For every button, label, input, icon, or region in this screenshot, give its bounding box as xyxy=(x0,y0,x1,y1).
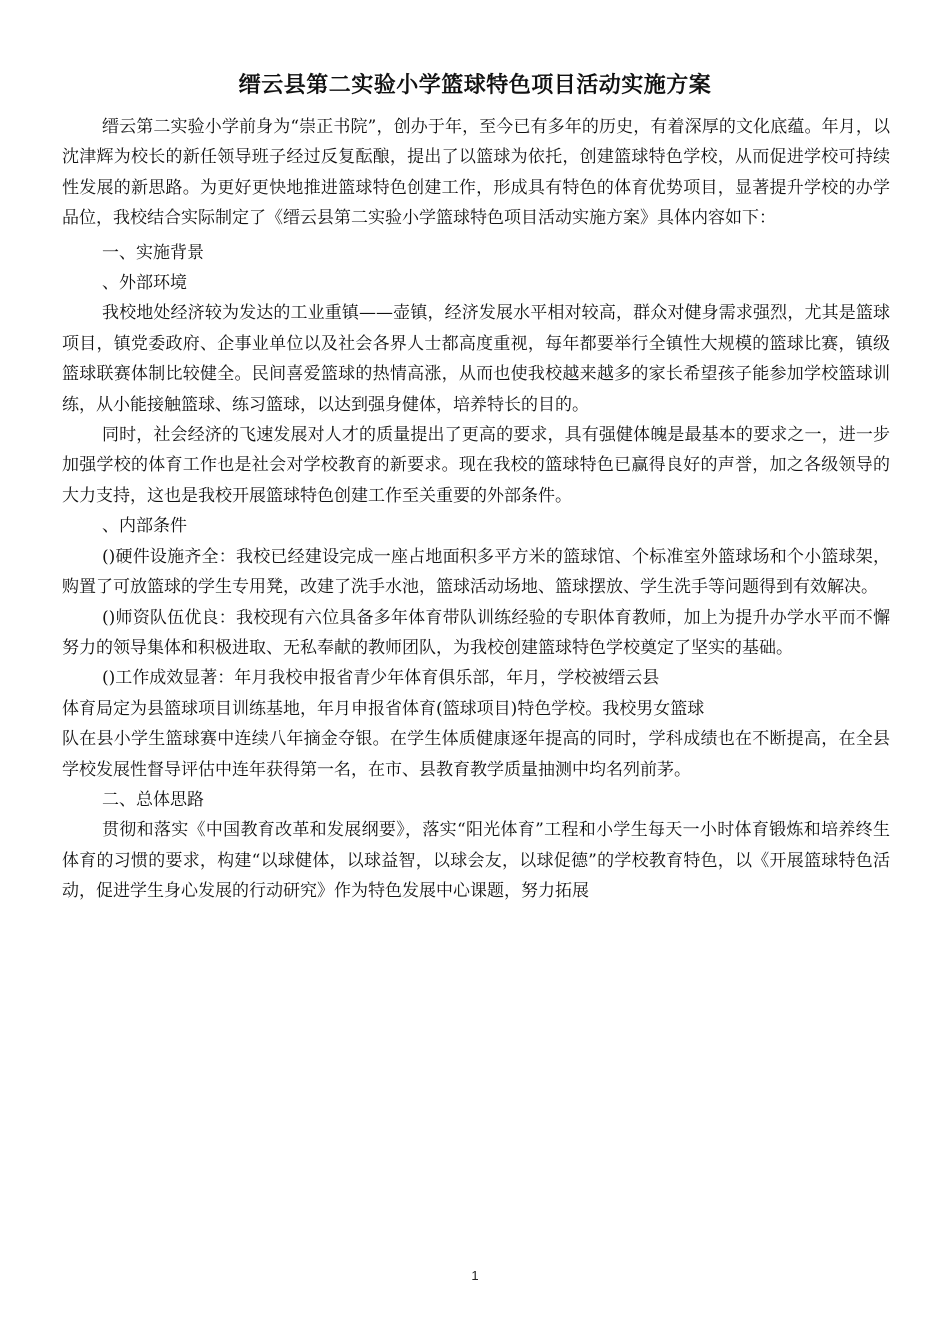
section-heading-background: 一、实施背景 xyxy=(102,242,204,263)
subheading-external-environment: 、外部环境 xyxy=(102,273,187,294)
external-paragraph-2: 同时，社会经济的飞速发展对人才的质量提出了更高的要求，具有强健体魄是最基本的要求之一，进一步加强学校的体育工作也是社会对学校教育的新要求。现在我校的篮球特色已赢得良好的声誉，加之各级领导的大力支持，这也是我校开展篮球特色创建工作至关重要的外部条件。 xyxy=(62,425,890,506)
overall-approach-paragraph: 贯彻和落实《中国教育改革和发展纲要》，落实“阳光体育”工程和小学生每天一小时体育锻炼和培养终生体育的习惯的要求，构建“以球健体，以球益智，以球会友，以球促德”的学校教育特色，以《开展篮球特色活动，促进学生身心发展的行动研究》作为特色发展中心课题，努力拓展 xyxy=(62,820,890,902)
document-title: 缙云县第二实验小学篮球特色项目活动实施方案 xyxy=(238,73,712,98)
page-number: 1 xyxy=(471,1268,479,1283)
subheading-internal-conditions: 、内部条件 xyxy=(102,516,187,537)
internal-paragraph-results-line1: ()工作成效显著：年月我校申报省青少年体育俱乐部，年月，学校被缙云县 xyxy=(102,668,660,689)
internal-paragraph-results-line2: 体育局定为县篮球项目训练基地，年月申报省体育(篮球项目)特色学校。我校男女篮球 xyxy=(62,698,705,719)
internal-paragraph-results-rest: 队在县小学生篮球赛中连续八年摘金夺银。在学生体质健康逐年提高的同时，学科成绩也在不断提高，在全县学校发展性督导评估中连年获得第一名，在市、县教育教学质量抽测中均名列前茅。 xyxy=(62,729,890,780)
intro-paragraph: 缙云第二实验小学前身为“崇正书院”，创办于年，至今已有多年的历史，有着深厚的文化底蕴。年月，以沈津辉为校长的新任领导班子经过反复酝酿，提出了以篮球为依托，创建篮球特色学校，从而促进学校可持续性发展的新思路。为更好更快地推进篮球特色创建工作，形成具有特色的体育优势项目，显著提升学校的办学品位，我校结合实际制定了《缙云县第二实验小学篮球特色项目活动实施方案》具体内容如下： xyxy=(62,117,890,229)
external-paragraph-1: 我校地处经济较为发达的工业重镇——壶镇，经济发展水平相对较高，群众对健身需求强烈，尤其是篮球项目，镇党委政府、企事业单位以及社会各界人士都高度重视，每年都要举行全镇性大规模的篮球比赛，镇级篮球联赛体制比较健全。民间喜爱篮球的热情高涨，从而也使我校越来越多的家长希望孩子能参加学校篮球训练，从小能接触篮球、练习篮球，以达到强身健体，培养特长的目的。 xyxy=(62,303,890,415)
document-body xyxy=(62,112,890,907)
section-heading-overall-approach: 二、总体思路 xyxy=(102,789,204,810)
internal-paragraph-teachers: ()师资队伍优良：我校现有六位具备多年体育带队训练经验的专职体育教师，加上为提升办学水平而不懈努力的领导集体和积极进取、无私奉献的教师团队，为我校创建篮球特色学校奠定了坚实的基础。 xyxy=(62,607,890,658)
internal-paragraph-facilities: ()硬件设施齐全：我校已经建设完成一座占地面积多平方米的篮球馆、个标准室外篮球场和个小篮球架，购置了可放篮球的学生专用凳，改建了洗手水池，篮球活动场地、篮球摆放、学生洗手等问题得到有效解决。 xyxy=(62,546,890,598)
